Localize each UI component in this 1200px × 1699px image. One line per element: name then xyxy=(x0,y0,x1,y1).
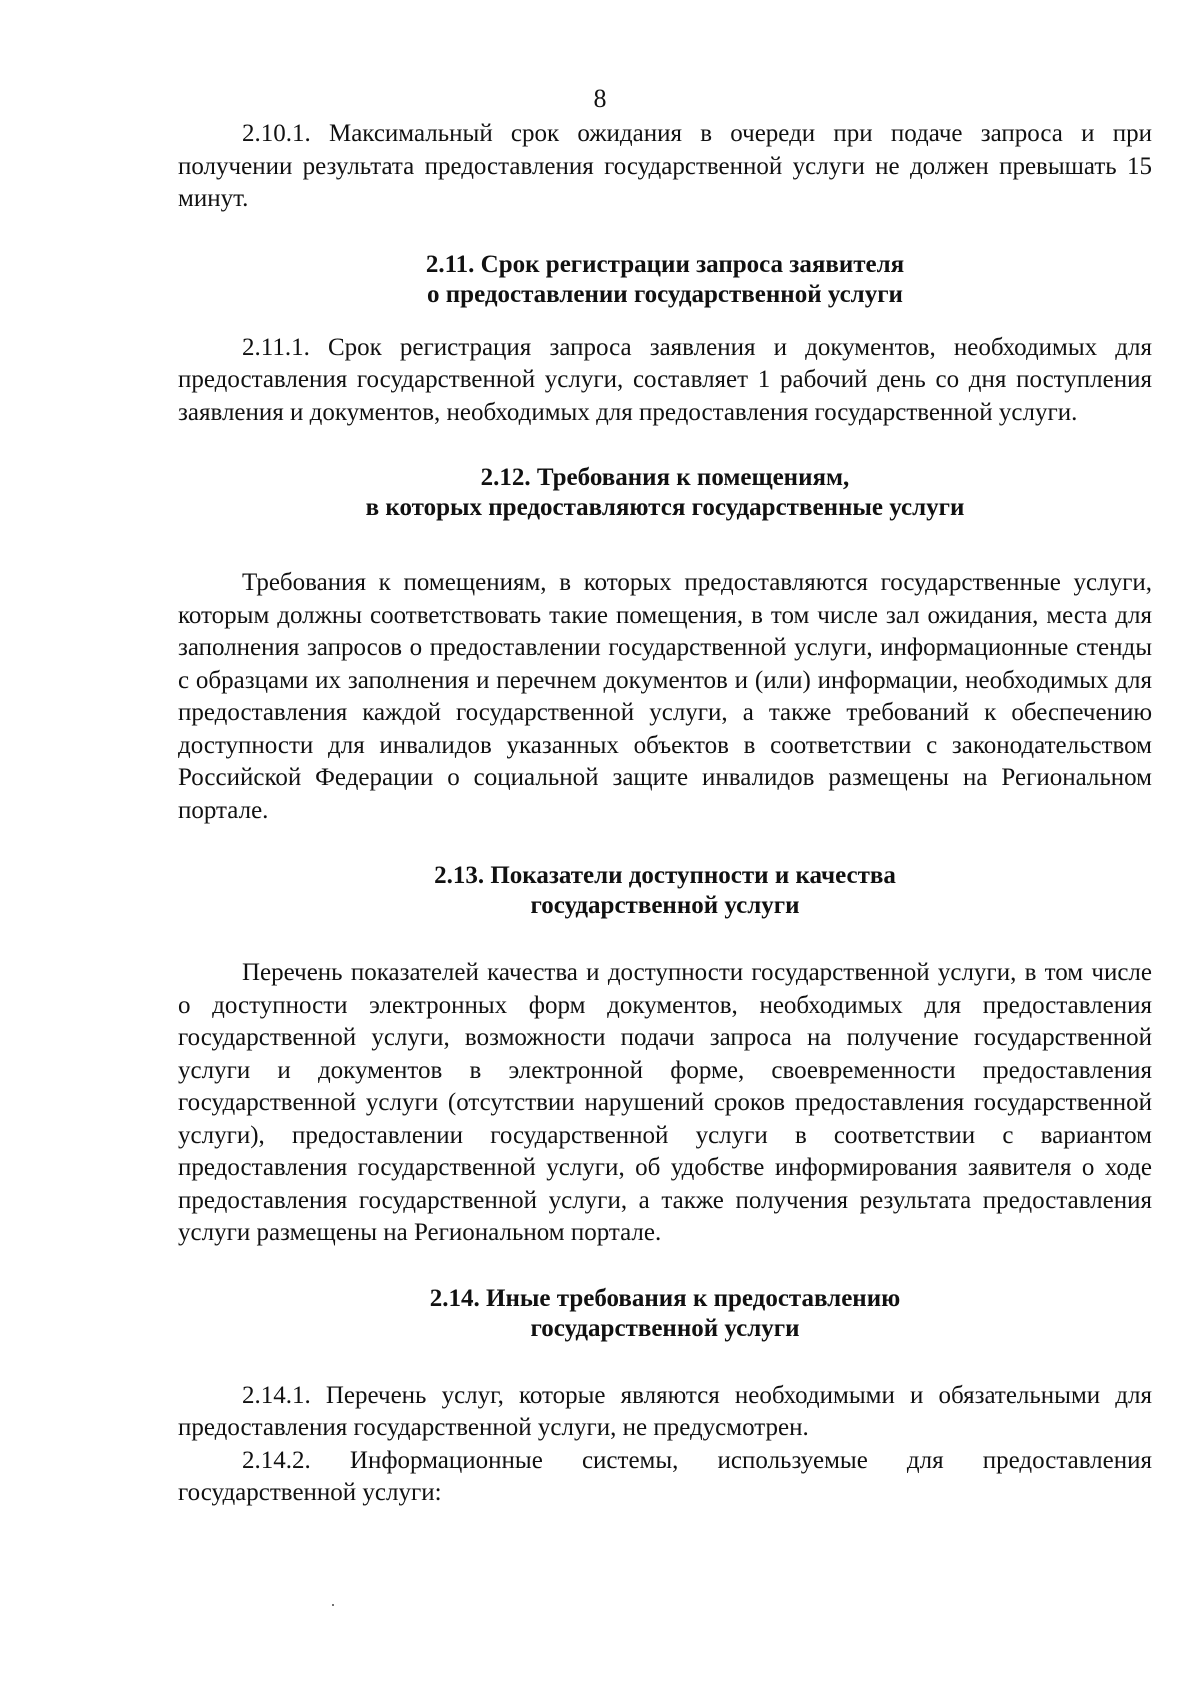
heading-2-11-line2: о предоставлении государственной услуги xyxy=(427,280,903,308)
heading-2-12-line2: в которых предоставляются государственные услуги xyxy=(365,494,965,521)
document-body xyxy=(178,118,1152,1510)
heading-2-13-line2: государственной услуги xyxy=(530,892,800,919)
heading-2-12-line1: 2.12. Требования к помещениям, xyxy=(480,464,850,491)
paragraph-2-14-1: 2.14.1. Перечень услуг, которые являются необходимыми и обязательными для предоставления государственной услуги, не предусмотрен. xyxy=(178,1381,1152,1441)
heading-2-13-line1: 2.13. Показатели доступности и качества xyxy=(434,862,896,889)
heading-2-12 xyxy=(178,463,1152,523)
heading-2-14-line2: государственной услуги xyxy=(530,1314,800,1342)
heading-2-14-line1: 2.14. Иные требования к предоставлению xyxy=(429,1284,901,1312)
paragraph-2-12: Требования к помещениям, в которых предоставляются государственные услуги, которым должны соответствовать такие помещения, в том числе зал ожидания, места для заполнения запросов о предоставлении государственной услуги, информационные стенды с образцами их заполнения и перечнем документов и (или) информации, необходимых для предоставления каждой государственной услуги, а также требований к обеспечению доступности для инвалидов указанных объектов в соответствии с законодательством Российской Федерации о социальной защите инвалидов размещены на Региональном портале. xyxy=(178,569,1152,824)
scan-speck xyxy=(332,1604,334,1606)
paragraph-2-11-1: 2.11.1. Срок регистрация запроса заявления и документов, необходимых для предоставления государственной услуги, составляет 1 рабочий день со дня поступления заявления и документов, необходимых для предоставления государственной услуги. xyxy=(178,333,1152,426)
heading-2-11-line1: 2.11. Срок регистрации запроса заявителя xyxy=(425,250,905,278)
heading-2-13 xyxy=(178,861,1152,921)
paragraph-2-14-2: 2.14.2. Информационные системы, используемые для предоставления государственной услуги: xyxy=(178,1446,1152,1506)
heading-2-11 xyxy=(178,250,1152,310)
paragraph-2-10-1: 2.10.1. Максимальный срок ожидания в очереди при подаче запроса и при получении результата предоставления государственной услуги не должен превышать 15 минут. xyxy=(178,120,1152,212)
paragraph-2-13: Перечень показателей качества и доступности государственной услуги, в том числе о доступности электронных форм документов, необходимых для предоставления государственной услуги, возможности подачи запроса на получение государственной услуги и документов в электронной форме, своевременности предоставления государственной услуги (отсутствии нарушений сроков предоставления государственной услуги), предоставлении государственной услуги в соответствии с вариантом предоставления государственной услуги, об удобстве информирования заявителя о ходе предоставления государственной услуги, а также получения результата предоставления услуги размещены на Региональном портале. xyxy=(178,959,1152,1246)
page-number: 8 xyxy=(593,84,607,113)
heading-2-14 xyxy=(178,1284,1152,1344)
